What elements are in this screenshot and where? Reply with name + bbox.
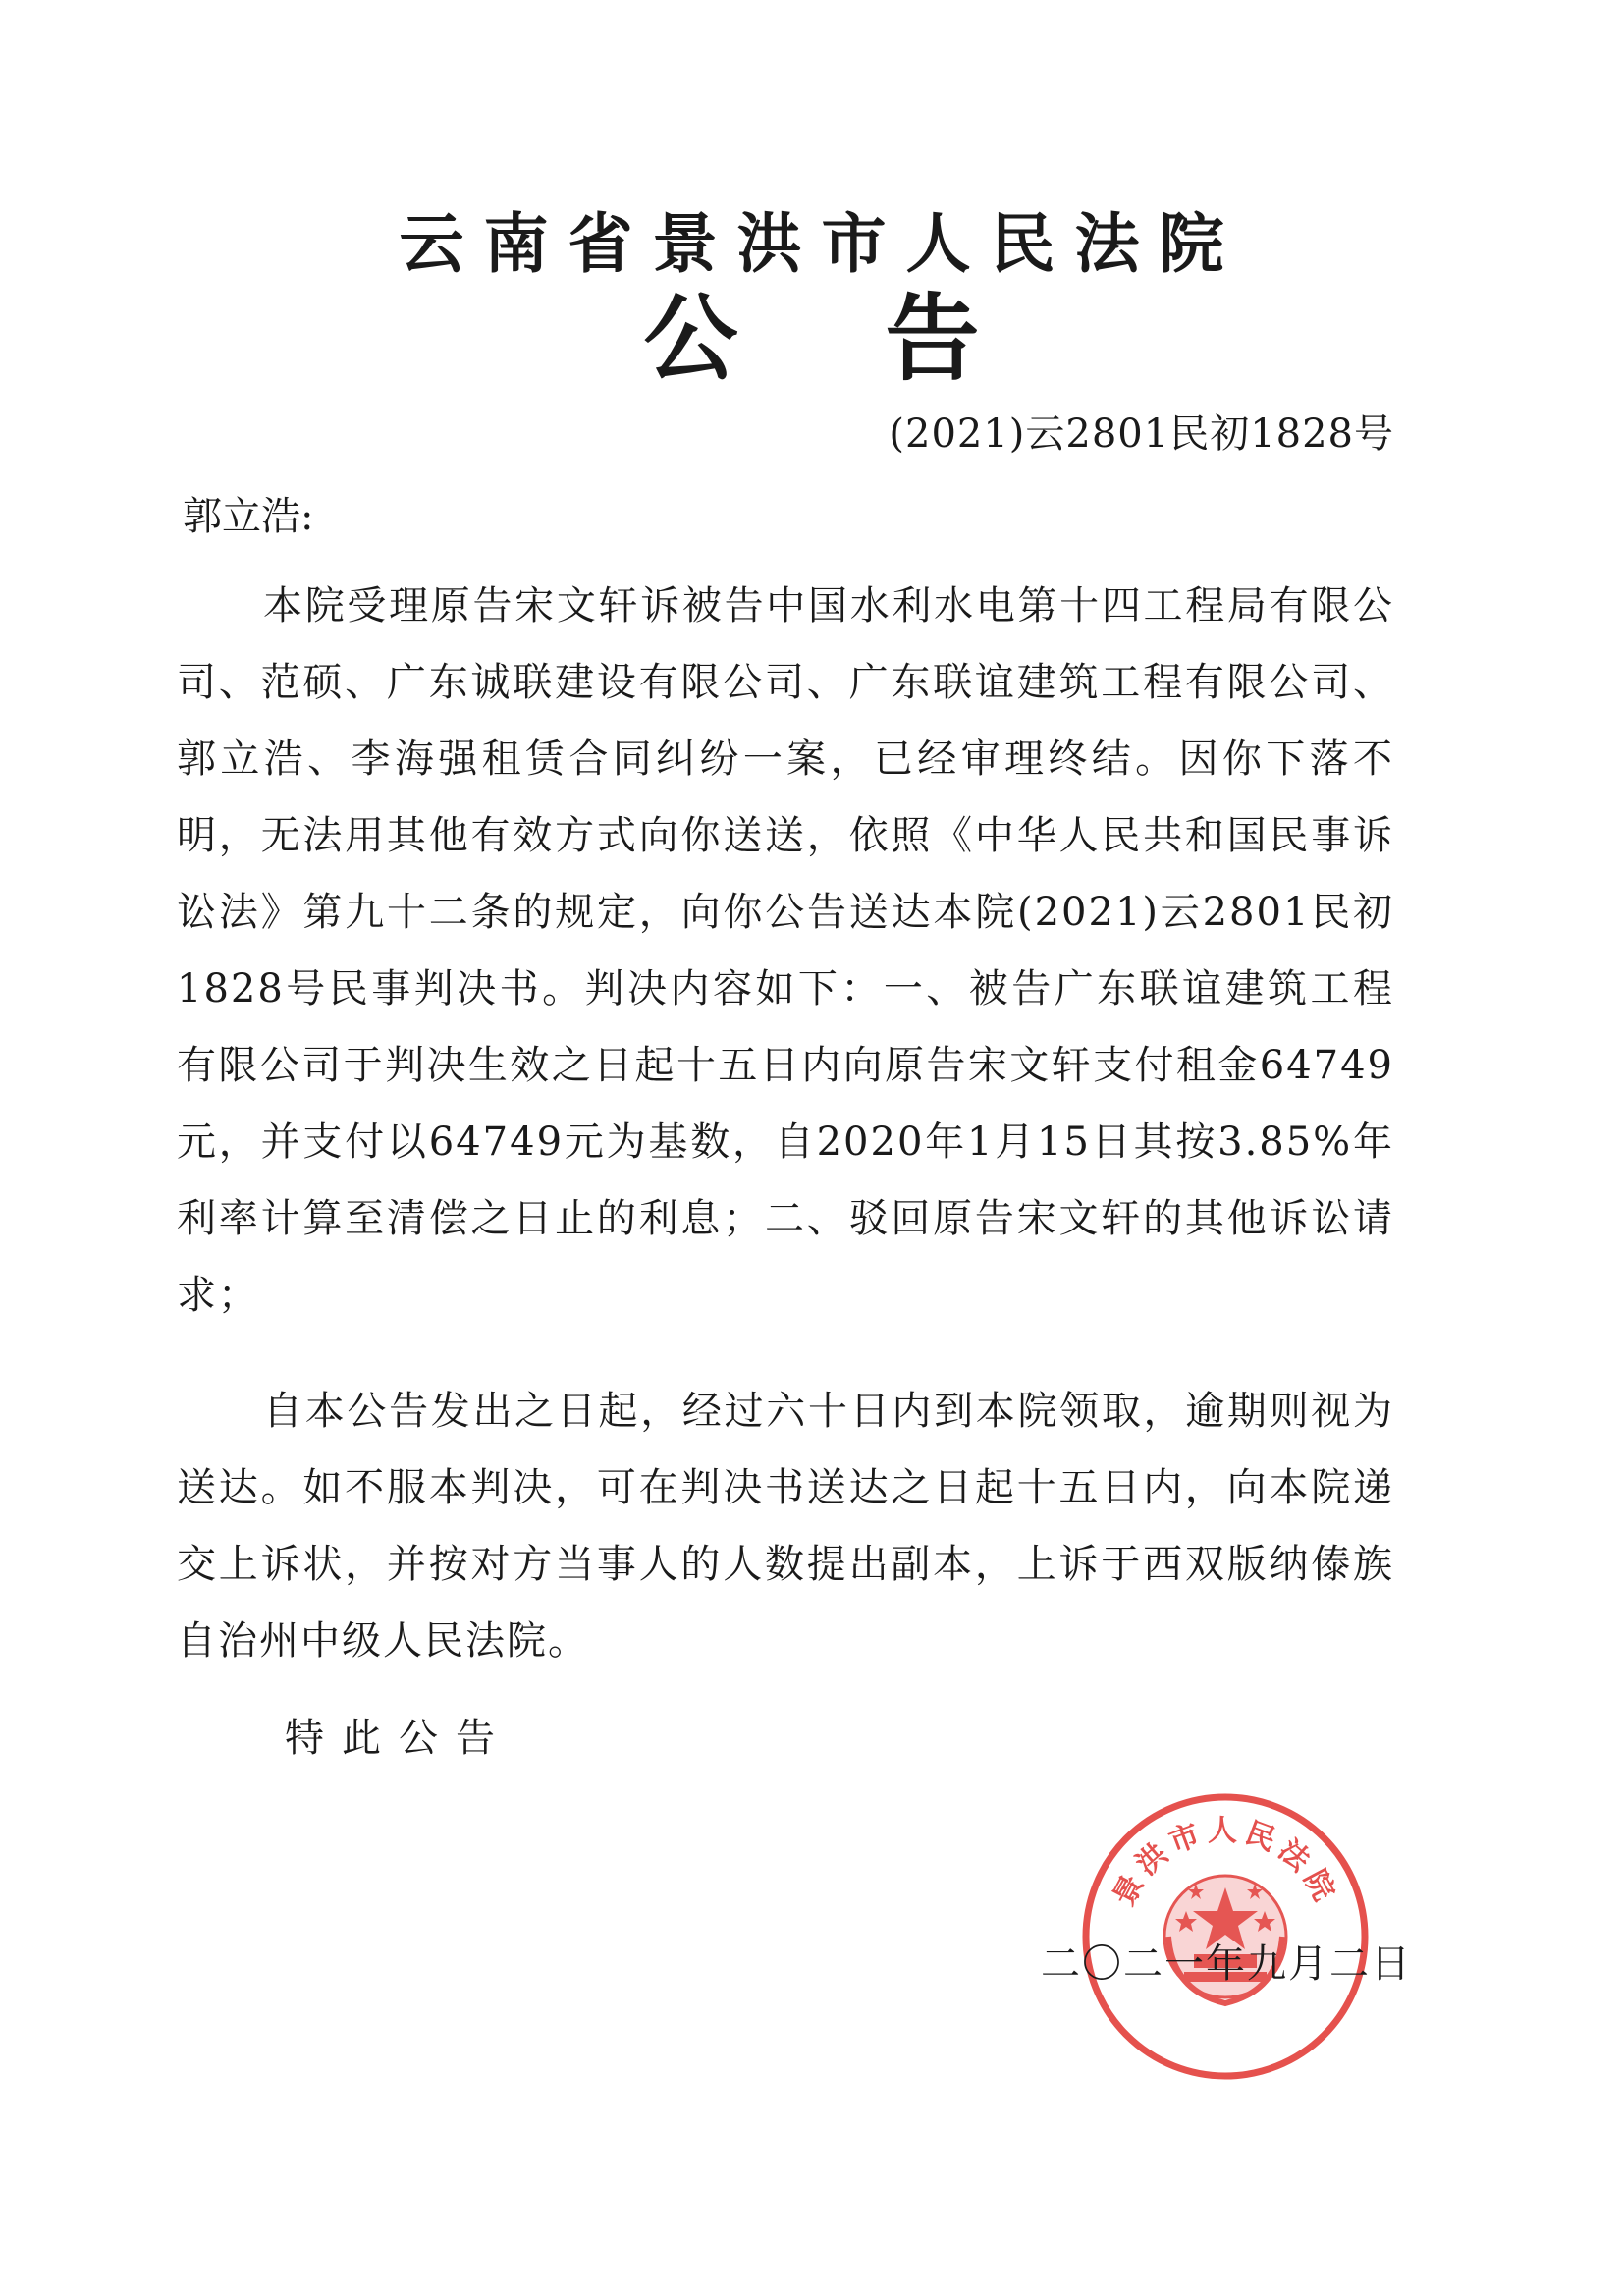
notice-date: 二〇二一年九月二日 (1041, 1941, 1412, 1987)
closing-statement: 特此公告 (285, 1716, 513, 1761)
addressee: 郭立浩: (183, 494, 314, 539)
notice-paragraph-1: 本院受理原告宋文轩诉被告中国水利水电第十四工程局有限公司、范硕、广东诚联建设有限公司、广东联谊建筑工程有限公司、郭立浩、李海强租赁合同纠纷一案，已经审理终结。因你下落不明，无法用其他有效方式向你送送，依照《中华人民共和国民事诉讼法》第九十二条的规定，向你公告送达本院(2021)云2801民初1828号民事判决书。判决内容如下：一、被告广东联谊建筑工程有限公司于判决生效之日起十五日内向原告宋文轩支付租金64749元，并支付以64749元为基数，自2020年1月15日其按3.85%年利率计算至清偿之日止的利息；二、驳回原告宋文轩的其他诉讼请求； (177, 583, 1394, 1318)
document-title: 公告 (643, 283, 1127, 394)
case-number: (2021)云2801民初1828号 (889, 411, 1394, 457)
seal-ring-text: 景洪市人民法院 (1107, 1814, 1344, 1912)
court-name: 云南省景洪市人民法院 (399, 205, 1244, 282)
notice-paragraph-2: 自本公告发出之日起，经过六十日内到本院领取，逾期则视为送达。如不服本判决，可在判决书送达之日起十五日内，向本院递交上诉状，并按对方当事人的人数提出副本，上诉于西双版纳傣族自治州中级人民法院。 (177, 1389, 1394, 1664)
